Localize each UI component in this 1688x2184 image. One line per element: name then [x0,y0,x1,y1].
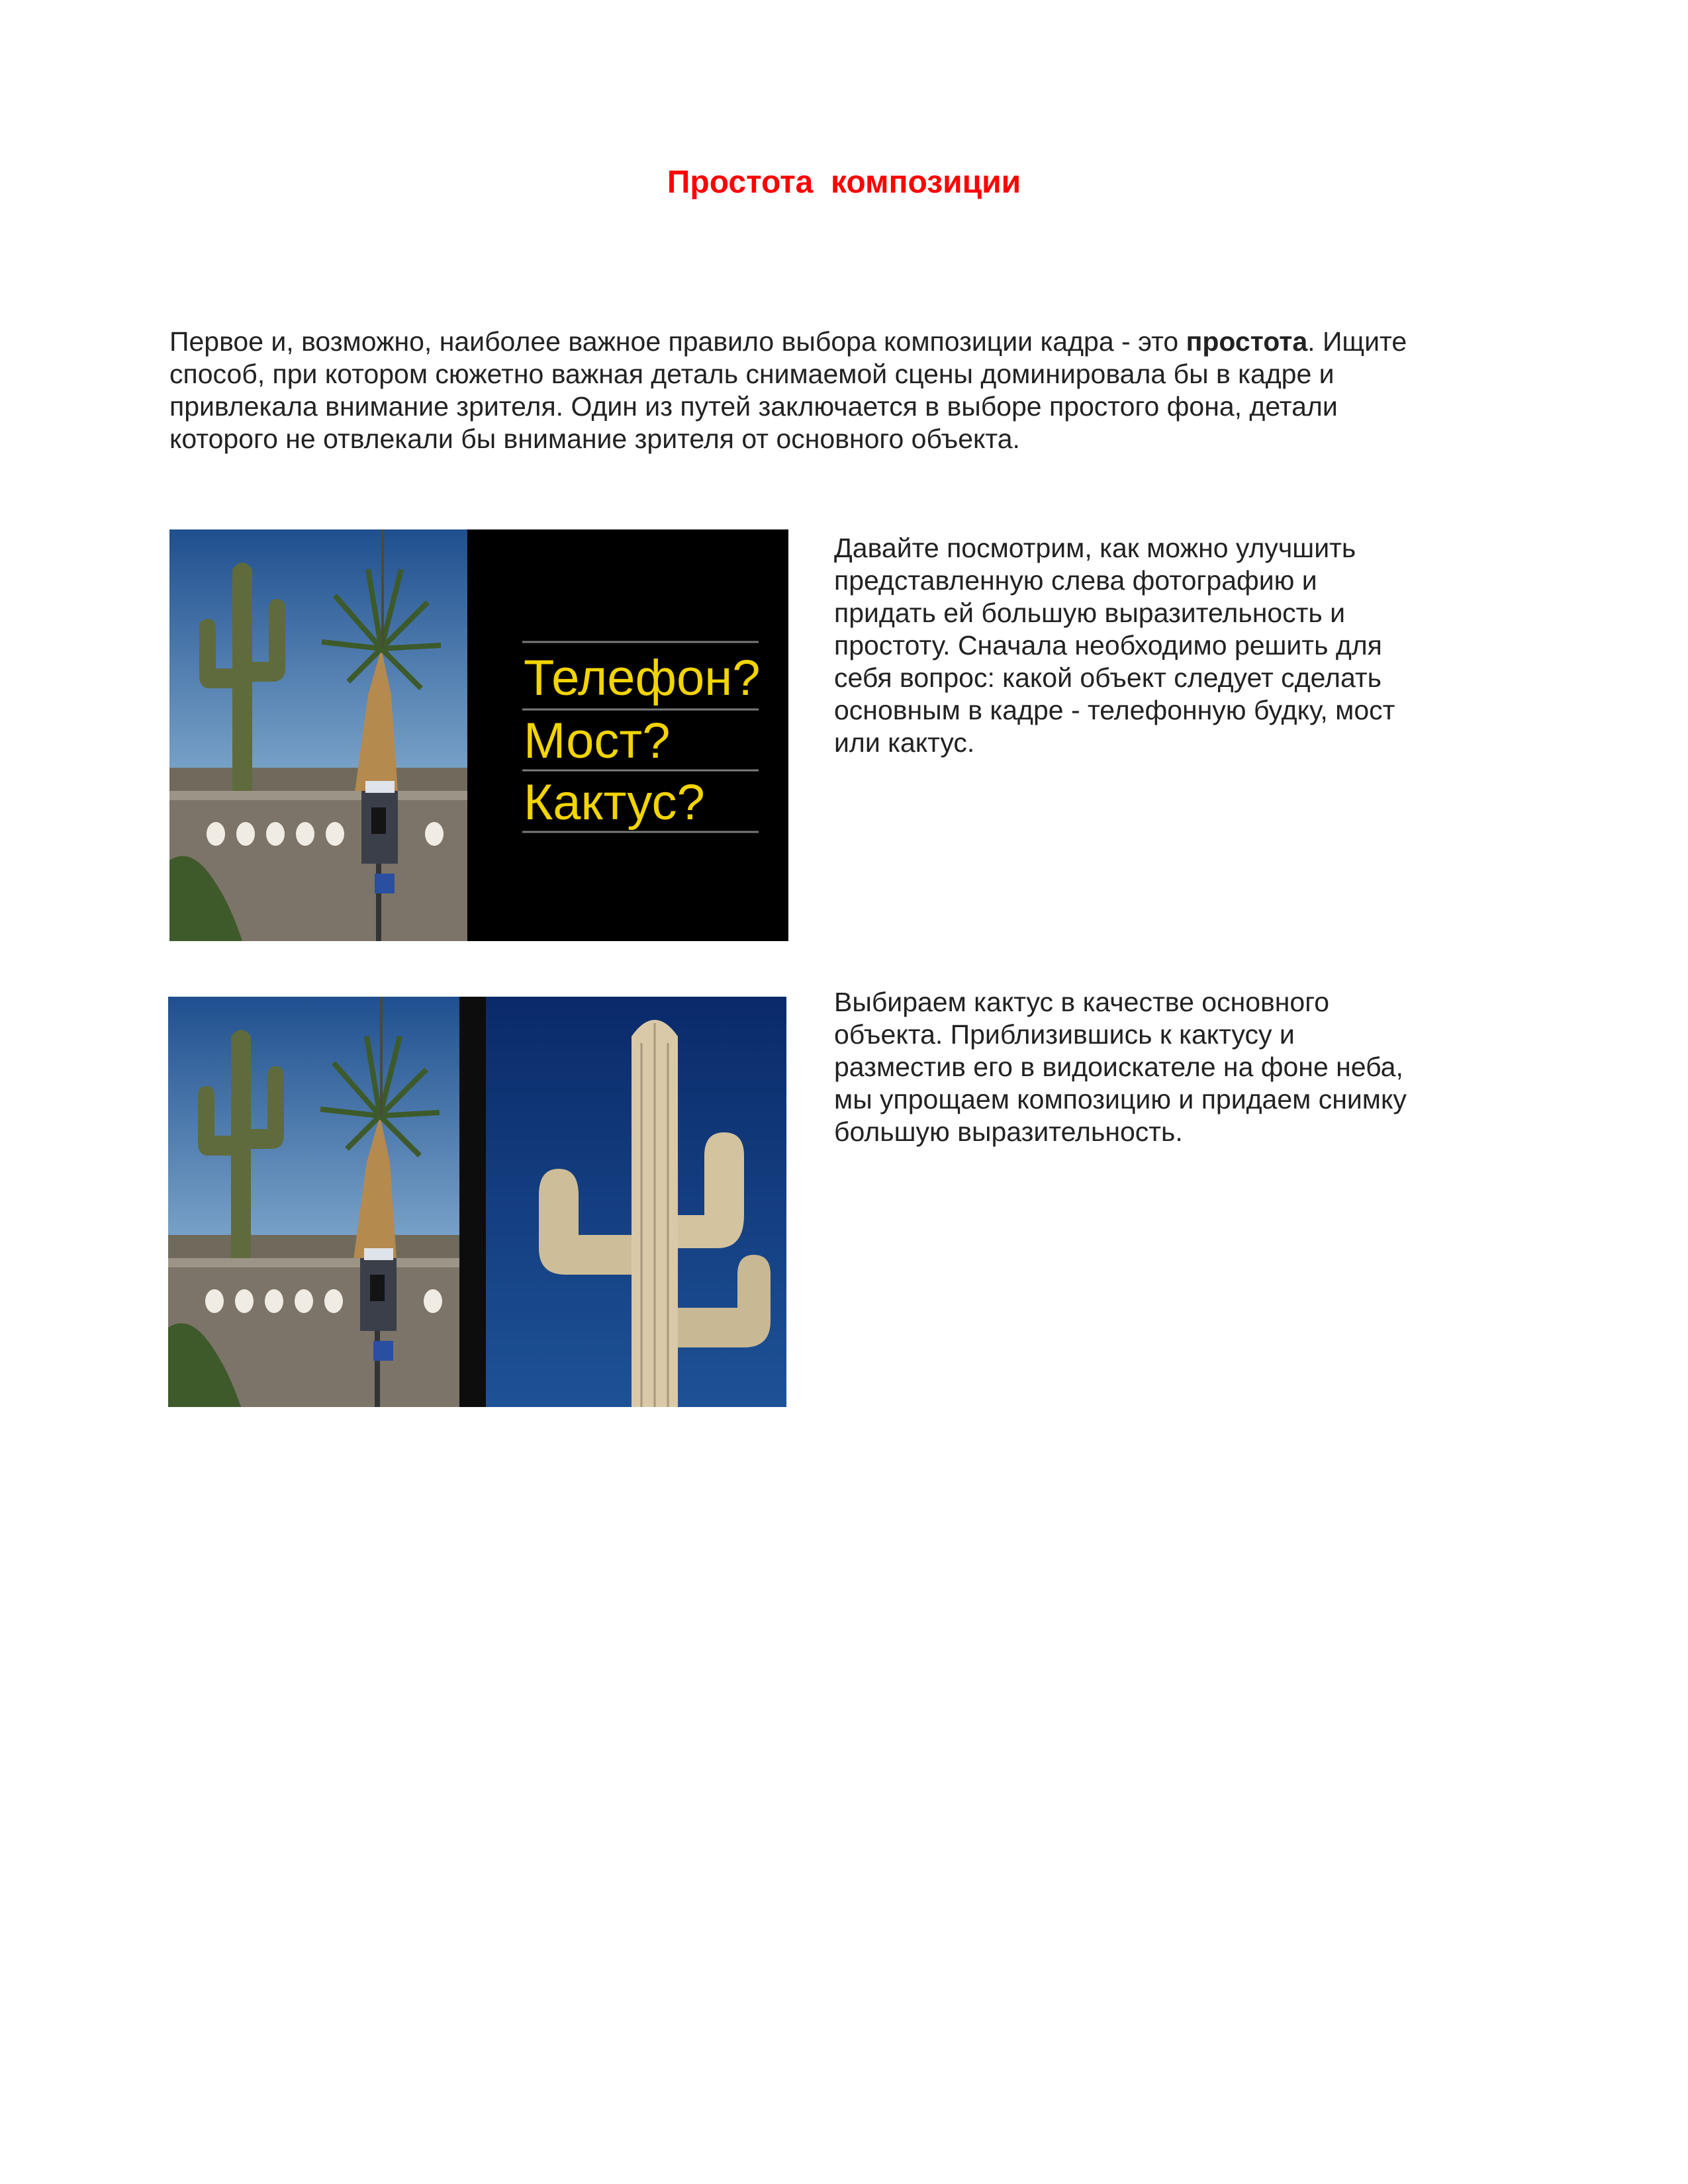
intro-paragraph [169,326,1414,455]
photo-scene-questions [169,529,788,941]
scene-photo-left [168,997,459,1407]
intro-rest: . Ищите способ, при котором сюжетно важная деталь снимаемой сцены доминировала бы в кадре и привлекала внимание зрителя. Один из путей заключается в выборе простого фона, детали которого не отвлекали бы внимание зрителя от основного объекта. [169,326,1407,454]
scene-photo-left [169,529,467,941]
page-title: Простота композиции [667,165,1021,200]
section1-text: Давайте посмотрим, как можно улучшить представленную слева фотографию и придать ей большую выразительность и простоту. Сначала необходимо решить для себя вопрос: какой объект следует сделать основным в кадре - телефонную будку, мост или кактус. [834,533,1395,758]
question-cactus: Кактус? [524,774,705,831]
question-telephone: Телефон? [524,650,761,706]
intro-bold-keyword: простота [1186,326,1308,357]
photo-scene-cactus-closeup [168,997,786,1407]
section2-text: Выбираем кактус в качестве основного объекта. Приблизившись к кактусу и разместив его в видоискателе на фоне неба, мы упрощаем композицию и придаем снимку большую выразительность. [834,987,1407,1147]
cactus-closeup-photo [486,997,786,1407]
intro-lead: Первое и, возможно, наиболее важное правило выбора композиции кадра - это [169,326,1186,357]
questions-panel [467,529,788,941]
question-bridge: Мост? [524,713,671,769]
